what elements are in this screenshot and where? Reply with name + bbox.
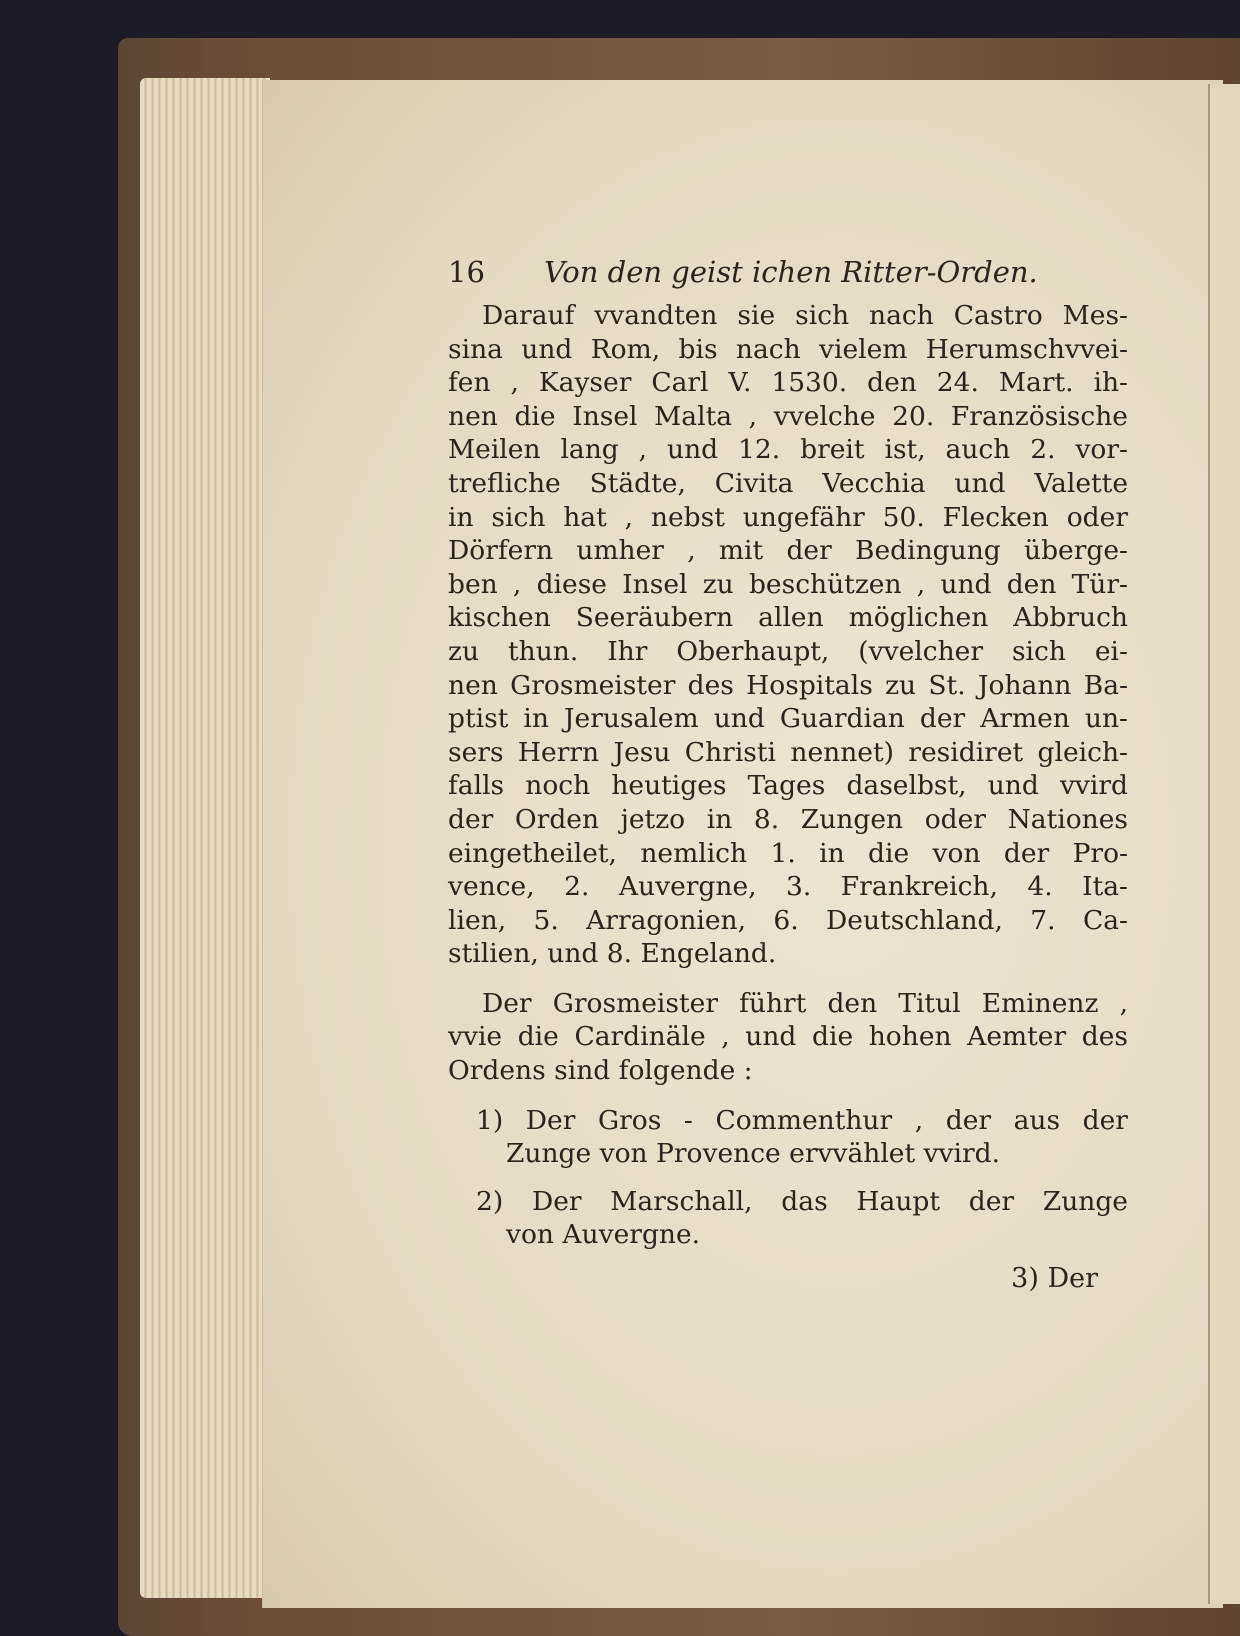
text-line: trefliche Städte, Civita Vecchia und Valette (448, 467, 1128, 499)
office-list (448, 1104, 1128, 1252)
list-number: 2) (476, 1185, 504, 1217)
text-line: zu thun. Ihr Oberhaupt, (vvelcher sich ei- (448, 635, 1128, 667)
text-line: vence, 2. Auvergne, 3. Frankreich, 4. Ita- (448, 871, 1128, 903)
list-text: Der Gros - Commenthur , der aus der (525, 1104, 1128, 1136)
catchword: 3) Der (1011, 1263, 1098, 1295)
text-line: sina und Rom, bis nach vielem Herumschvvei- (448, 333, 1128, 365)
running-title: Von den geist ichen Ritter-Orden. (544, 255, 1038, 289)
text-line: kischen Seeräubern allen möglichen Abbruch (448, 602, 1128, 634)
text-line: ben , diese Insel zu beschützen , und den Tür- (448, 568, 1128, 600)
text-line: nen Grosmeister des Hospitals zu St. Johann Ba- (448, 669, 1128, 701)
text-line: sers Herrn Jesu Christi nennet) residiret gleich- (448, 736, 1128, 768)
page-text (448, 255, 1128, 1296)
text-line: falls noch heutiges Tages daselbst, und vvird (448, 770, 1128, 802)
text-line: in sich hat , nebst ungefähr 50. Flecken oder (448, 501, 1128, 533)
list-item (448, 1104, 1128, 1138)
facing-page-edge (1208, 84, 1240, 1604)
list-item (448, 1185, 1128, 1219)
text-line: Darauf vvandten sie sich nach Castro Mes- (482, 300, 1128, 331)
paragraph-2 (448, 987, 1128, 1088)
page-edges (140, 78, 270, 1598)
text-line: vvie die Cardinäle , und die hohen Aemter des (448, 1021, 1128, 1053)
list-item-continuation: von Auvergne. (506, 1219, 701, 1251)
text-line: nen die Insel Malta , vvelche 20. Französische (448, 400, 1128, 432)
running-header (448, 255, 1128, 299)
text-line: Dörfern umher , mit der Bedingung überge- (448, 535, 1128, 567)
text-line: Der Grosmeister führt den Titul Eminenz , (482, 987, 1128, 1019)
page-number: 16 (448, 255, 485, 289)
text-line: Meilen lang , und 12. breit ist, auch 2. vor- (448, 434, 1128, 466)
paragraph-1 (448, 299, 1128, 971)
list-number: 1) (476, 1104, 504, 1136)
text-line: der Orden jetzo in 8. Zungen oder Nationes (448, 803, 1128, 835)
text-line: lien, 5. Arragonien, 6. Deutschland, 7. Ca- (448, 904, 1128, 936)
text-line: fen , Kayser Carl V. 1530. den 24. Mart. ih- (448, 367, 1128, 399)
text-line: ptist in Jerusalem und Guardian der Armen un- (448, 703, 1128, 735)
list-text: Der Marschall, das Haupt der Zunge (531, 1185, 1128, 1217)
list-item-continuation: Zunge von Provence ervvählet vvird. (506, 1138, 1001, 1170)
text-line: stilien, und 8. Engeland. (448, 938, 777, 970)
text-line: eingetheilet, nemlich 1. in die von der Pro- (448, 837, 1128, 869)
text-line: Ordens sind folgende : (448, 1055, 753, 1087)
